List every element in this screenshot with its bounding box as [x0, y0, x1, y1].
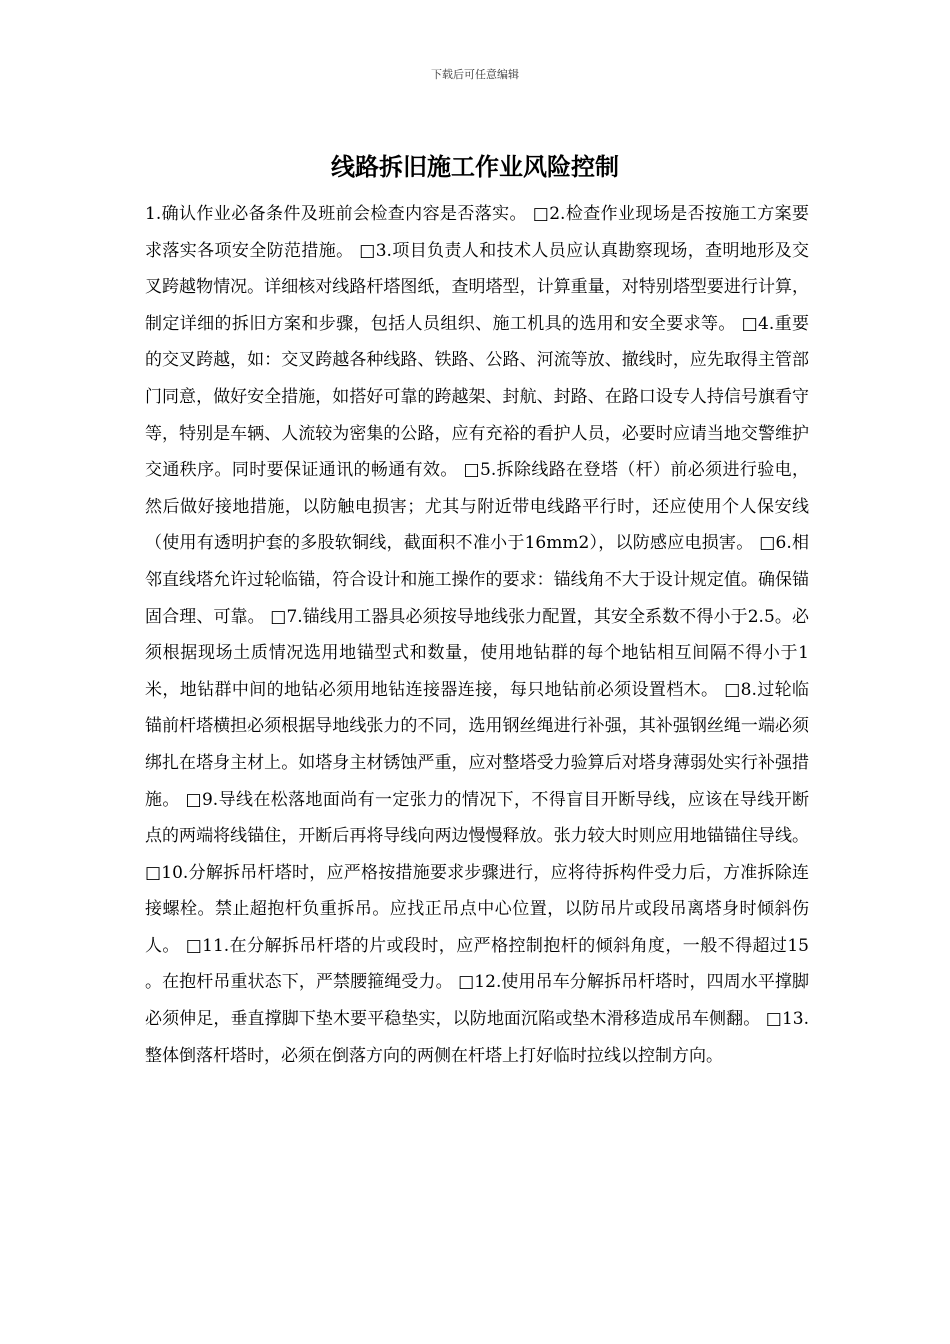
document-body: 1.确认作业必备条件及班前会检查内容是否落实。 □2.检查作业现场是否按施工方案要求落实各项安全防范措施。 □3.项目负责人和技术人员应认真勘察现场，查明地形及交叉跨越物情况。详细核对线路杆塔图纸，查明塔型，计算重量，对特别塔型要进行计算，制定详细的拆旧方案和步骤，包括人员组织、施工机具的选用和安全要求等。 □4.重要的交叉跨越，如：交叉跨越各种线路、铁路、公路、河流等放、撤线时，应先取得主管部门同意，做好安全措施，如搭好可靠的跨越架、封航、封路、在路口设专人持信号旗看守等，特别是车辆、人流较为密集的公路，应有充裕的看护人员，必要时应请当地交警维护交通秩序。同时要保证通讯的畅通有效。 □5.拆除线路在登塔（杆）前必须进行验电，然后做好接地措施，以防触电损害；尤其与附近带电线路平行时，还应使用个人保安线（使用有透明护套的多股软铜线，截面积不准小于16mm2），以防感应电损害。 □6.相邻直线塔允许过轮临锚，符合设计和施工操作的要求：锚线角不大于设计规定值。确保锚固合理、可靠。 □7.锚线用工器具必须按导地线张力配置，其安全系数不得小于2.5。必须根据现场土质情况选用地锚型式和数量，使用地钻群的每个地钻相互间隔不得小于1米，地钻群中间的地钻必须用地钻连接器连接，每只地钻前必须设置档木。 □8.过轮临锚前杆塔横担必须根据导地线张力的不同，选用钢丝绳进行补强，其补强钢丝绳一端必须绑扎在塔身主材上。如塔身主材锈蚀严重，应对整塔受力验算后对塔身薄弱处实行补强措施。 □9.导线在松落地面尚有一定张力的情况下，不得盲目开断导线，应该在导线开断点的两端将线锚住，开断后再将导线向两边慢慢释放。张力较大时则应用地锚锚住导线。 □10.分解拆吊杆塔时，应严格按措施要求步骤进行，应将待拆构件受力后，方准拆除连接螺栓。禁止超抱杆负重拆吊。应找正吊点中心位置，以防吊片或段吊离塔身时倾斜伤人。 □11.在分解拆吊杆塔的片或段时，应严格控制抱杆的倾斜角度，一般不得超过15 。在抱杆吊重状态下，严禁腰箍绳受力。 □12.使用吊车分解拆吊杆塔时，四周水平撑脚必须伸足，垂直撑脚下垫木要平稳垫实，以防地面沉陷或垫木滑移造成吊车侧翻。 □13.整体倒落杆塔时，必须在倒落方向的两侧在杆塔上打好临时拉线以控制方向。 [145, 204, 809, 1066]
document-title: 线路拆旧施工作业风险控制 [331, 152, 619, 181]
header-note: 下载后可任意编辑 [431, 68, 519, 81]
